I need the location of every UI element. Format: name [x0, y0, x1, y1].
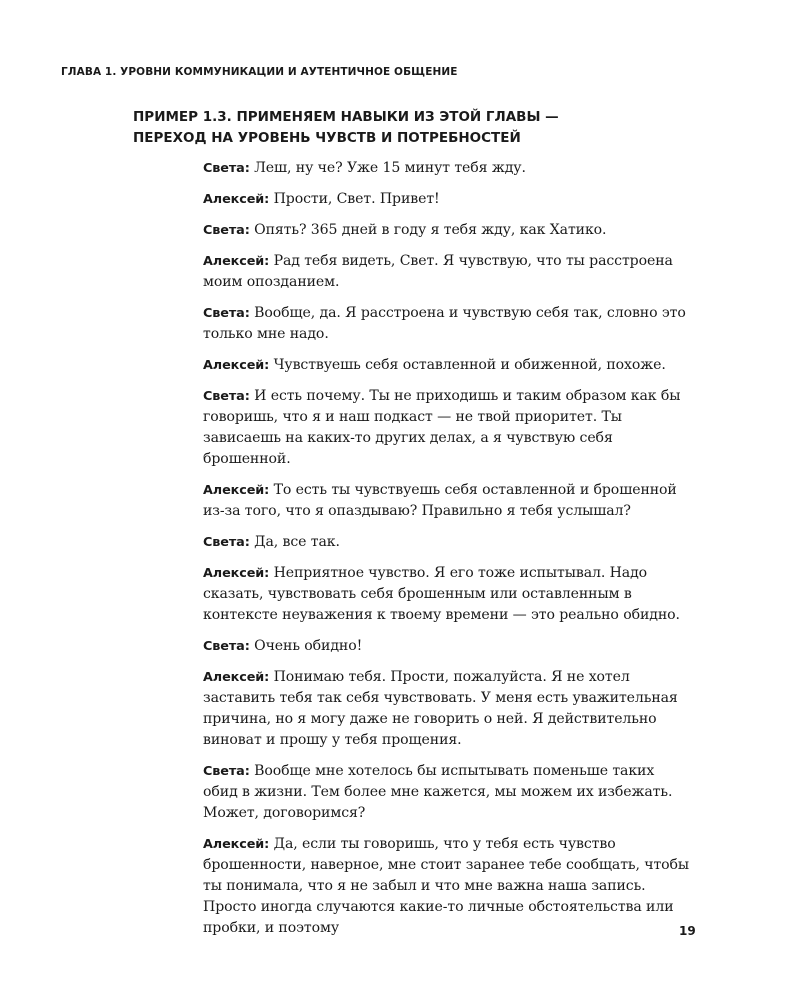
speaker-name: Алексей: [203, 254, 270, 269]
dialogue-text: Прости, Свет. Привет! [269, 191, 440, 207]
dialogue-text: Опять? 365 дней в году я тебя жду, как Хатико. [249, 222, 607, 238]
dialogue-line [203, 480, 693, 522]
dialogue-line [203, 386, 693, 470]
dialogue-line [203, 532, 693, 553]
dialogue-text: Очень обидно! [249, 638, 363, 654]
example-title [133, 107, 693, 149]
dialogue-line [203, 563, 693, 626]
dialogue-line [203, 667, 693, 751]
example-title-line: ПЕРЕХОД НА УРОВЕНЬ ЧУВСТВ И ПОТРЕБНОСТЕЙ [133, 130, 521, 146]
speaker-name: Алексей: [203, 358, 270, 373]
dialogue-text: Неприятное чувство. Я его тоже испытывал. Надо сказать, чувствовать себя брошенным или оставленным в контексте неуважения к твоему времени — это реально обидно. [203, 565, 680, 623]
dialogue-text: То есть ты чувствуешь себя оставленной и брошенной из-за того, что я опаздываю? Правильно я тебя услышал? [203, 482, 677, 519]
dialogue-line [203, 761, 693, 824]
dialogue-line [203, 220, 693, 241]
speaker-name: Алексей: [203, 670, 270, 685]
speaker-name: Алексей: [203, 566, 270, 581]
speaker-name: Света: [203, 306, 250, 321]
speaker-name: Алексей: [203, 837, 270, 852]
speaker-name: Света: [203, 389, 250, 404]
dialogue-text: И есть почему. Ты не приходишь и таким образом как бы говоришь, что я и наш подкаст — не твой приоритет. Ты зависаешь на каких-то других делах, а я чувствую себя брошенной. [203, 388, 681, 467]
dialogue-line [203, 189, 693, 210]
dialogue-text: Да, все так. [249, 534, 340, 550]
dialogue-text: Вообще мне хотелось бы испытывать поменьше таких обид в жизни. Тем более мне кажется, мы можем их избежать. Может, договоримся? [203, 763, 673, 821]
dialogue-text: Леш, ну че? Уже 15 минут тебя жду. [249, 160, 526, 176]
dialogue-line [203, 355, 693, 376]
dialogue-line [203, 834, 693, 939]
dialogue-text: Понимаю тебя. Прости, пожалуйста. Я не хотел заставить тебя так себя чувствовать. У меня есть уважительная причина, но я могу даже не говорить о ней. Я действительно виноват и прошу у тебя прощения. [203, 669, 678, 748]
speaker-name: Света: [203, 764, 250, 779]
page-number: 19 [679, 924, 696, 938]
speaker-name: Света: [203, 161, 250, 176]
dialogue-line [203, 636, 693, 657]
speaker-name: Алексей: [203, 483, 270, 498]
speaker-name: Алексей: [203, 192, 270, 207]
dialogue-text: Да, если ты говоришь, что у тебя есть чувство брошенности, наверное, мне стоит заранее тебе сообщать, чтобы ты понимала, что я не забыл и что мне важна наша запись. Просто иногда случаются какие-то личные обстоятельства или пробки, и поэтому [203, 836, 690, 936]
dialogue-text: Чувствуешь себя оставленной и обиженной, похоже. [269, 357, 666, 373]
dialogue-text: Рад тебя видеть, Свет. Я чувствую, что ты расстроена моим опозданием. [203, 253, 673, 290]
dialogue [203, 158, 693, 949]
dialogue-line [203, 303, 693, 345]
running-head: ГЛАВА 1. УРОВНИ КОММУНИКАЦИИ И АУТЕНТИЧНОЕ ОБЩЕНИЕ [61, 66, 458, 78]
dialogue-line [203, 251, 693, 293]
dialogue-line [203, 158, 693, 179]
speaker-name: Света: [203, 535, 250, 550]
dialogue-text: Вообще, да. Я расстроена и чувствую себя так, словно это только мне надо. [203, 305, 686, 342]
speaker-name: Света: [203, 639, 250, 654]
example-title-line: ПРИМЕР 1.3. ПРИМЕНЯЕМ НАВЫКИ ИЗ ЭТОЙ ГЛАВЫ — [133, 109, 559, 125]
speaker-name: Света: [203, 223, 250, 238]
